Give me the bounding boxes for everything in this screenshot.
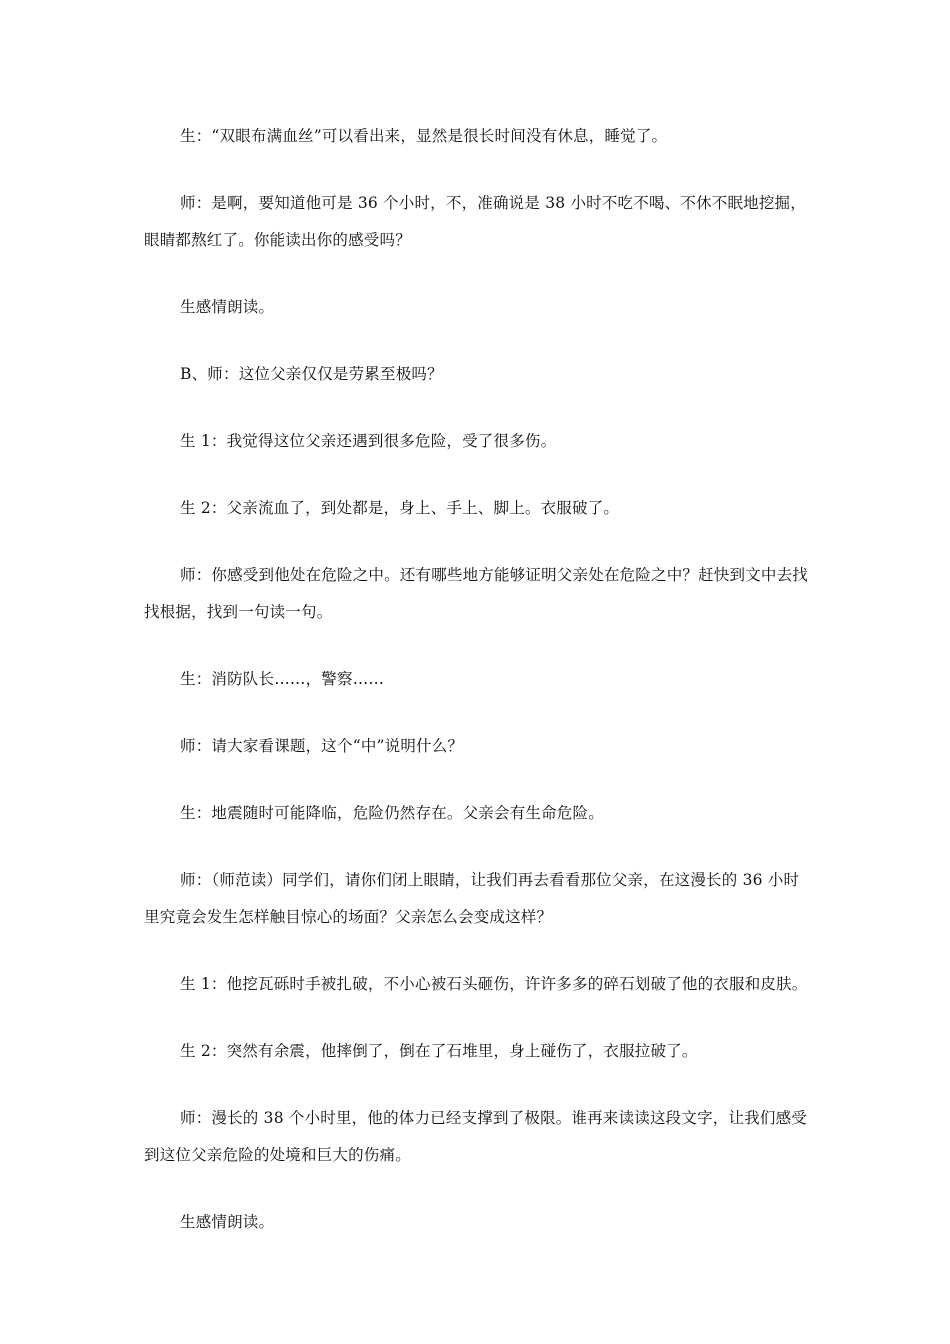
document-body xyxy=(144,118,808,1271)
paragraph: B、师：这位父亲仅仅是劳累至极吗？ xyxy=(180,365,443,383)
paragraph: 生：地震随时可能降临，危险仍然存在。父亲会有生命危险。 xyxy=(180,804,604,822)
paragraph: 师：漫长的 38 个小时里，他的体力已经支撑到了极限。谁再来读读这段文字，让我们感受到这位父亲危险的处境和巨大的伤痛。 xyxy=(144,1109,807,1164)
paragraph: 生 1：我觉得这位父亲还遇到很多危险，受了很多伤。 xyxy=(180,432,557,450)
paragraph: 生 2：父亲流血了，到处都是，身上、手上、脚上。衣服破了。 xyxy=(180,499,620,517)
paragraph: 生感情朗读。 xyxy=(180,298,275,316)
paragraph: 生 2：突然有余震，他摔倒了，倒在了石堆里，身上碰伤了，衣服拉破了。 xyxy=(180,1042,698,1060)
paragraph: 生感情朗读。 xyxy=(180,1213,275,1231)
paragraph: 师：请大家看课题，这个“中”说明什么？ xyxy=(180,737,464,755)
paragraph: 师：（师范读）同学们，请你们闭上眼睛，让我们再去看看那位父亲，在这漫长的 36 小时里究竟会发生怎样触目惊心的场面？父亲怎么会变成这样？ xyxy=(144,871,800,926)
paragraph: 生：“双眼布满血丝”可以看出来，显然是很长时间没有休息，睡觉了。 xyxy=(180,127,668,145)
paragraph: 生：消防队长……，警察…… xyxy=(180,670,385,688)
paragraph: 生 1：他挖瓦砾时手被扎破，不小心被石头砸伤，许许多多的碎石划破了他的衣服和皮肤。 xyxy=(180,975,808,993)
paragraph: 师：你感受到他处在危险之中。还有哪些地方能够证明父亲处在危险之中？赶快到文中去找找根据，找到一句读一句。 xyxy=(144,566,809,621)
paragraph: 师：是啊，要知道他可是 36 个小时，不，准确说是 38 小时不吃不喝、不休不眠地挖掘，眼睛都熬红了。你能读出你的感受吗？ xyxy=(144,194,806,249)
